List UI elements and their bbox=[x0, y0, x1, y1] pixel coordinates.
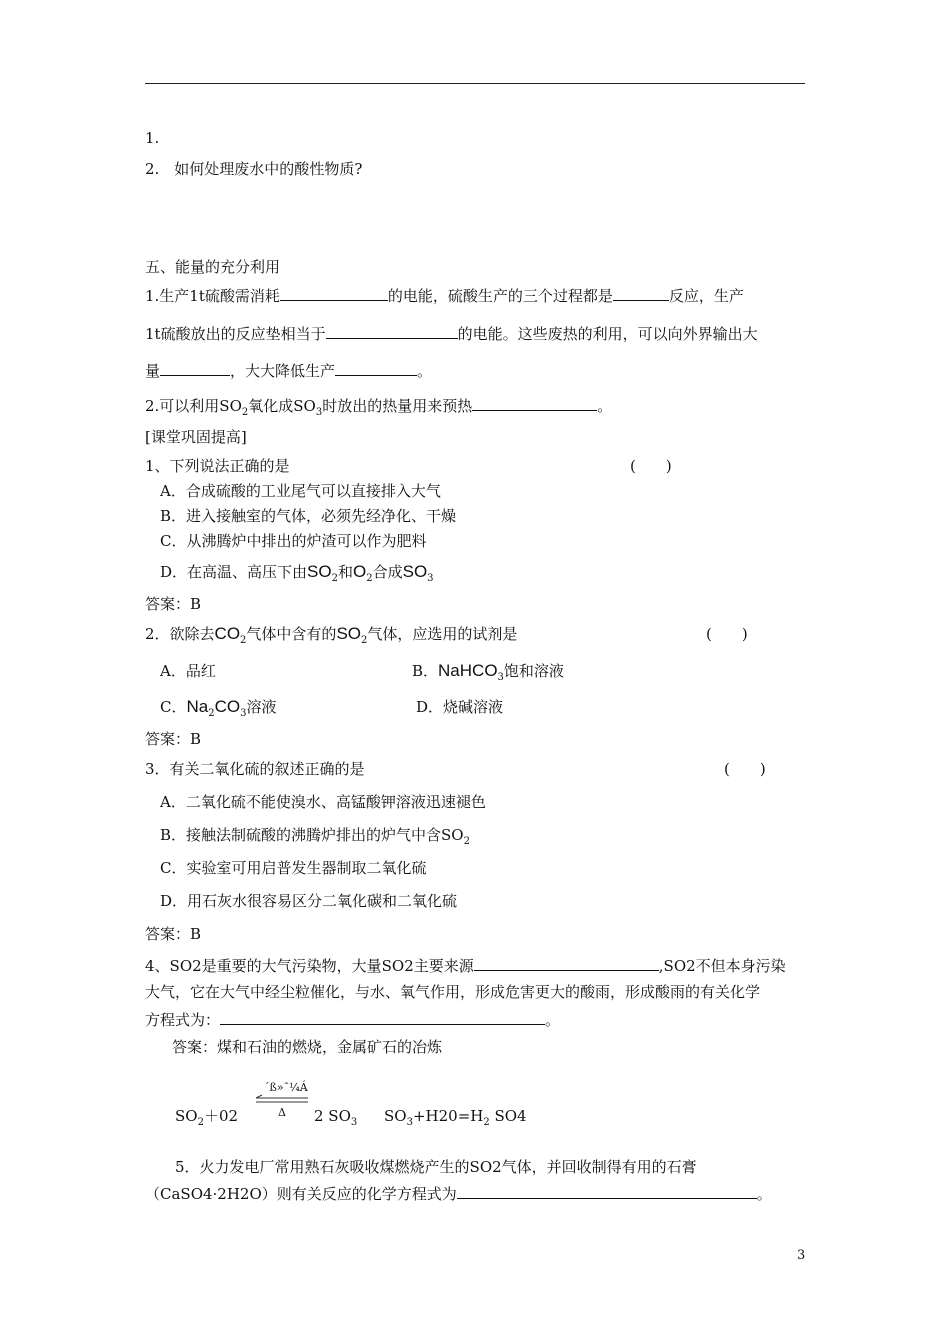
blank-field[interactable] bbox=[220, 1009, 545, 1025]
q3-answer: 答案：B bbox=[145, 925, 202, 943]
q2-stem: 2．欲除去$CO_2$气体中含有的$SO_2$气体，应选用的试剂是 bbox=[145, 624, 518, 646]
q3-option-b: B．接触法制硫酸的沸腾炉排出的炉气中含$SO_2$ bbox=[160, 826, 470, 847]
q2-option-b: B．NaHCO$_3$饱和溶液 bbox=[412, 661, 564, 683]
consolidate-heading: [课堂巩固提高] bbox=[145, 428, 247, 446]
q1-option-c: C．从沸腾炉中排出的炉渣可以作为肥料 bbox=[160, 532, 427, 550]
q1-answer: 答案：B bbox=[145, 595, 202, 613]
q1-option-d: D．在高温、高压下由$SO_2$和$O_2$合成$SO_3$ bbox=[160, 562, 434, 584]
equation-right: $SO_3+H20=H_2$ SO4 bbox=[384, 1107, 527, 1128]
blank-field[interactable] bbox=[335, 360, 417, 376]
blank-field[interactable] bbox=[326, 323, 458, 339]
q1-stem: 1、下列说法正确的是 bbox=[145, 457, 290, 475]
q2-option-d: D．烧碱溶液 bbox=[416, 698, 504, 716]
q2-option-a: A．品红 bbox=[160, 662, 216, 680]
blank-field[interactable] bbox=[474, 955, 659, 971]
header-rule bbox=[145, 83, 805, 84]
q3-option-a: A．二氧化硫不能使溴水、高锰酸钾溶液迅速褪色 bbox=[160, 793, 486, 811]
catalyst-label: ´ß»¯¼Á bbox=[264, 1081, 308, 1094]
equation-product: 2 $SO_3$ bbox=[314, 1107, 358, 1128]
q4-line2: 大气，它在大气中经尘粒催化，与水、氧气作用，形成危害更大的酸雨，形成酸雨的有关化学 bbox=[145, 983, 761, 1001]
blank-field[interactable] bbox=[613, 285, 669, 301]
q4-line1: 4、SO2是重要的大气污染物，大量SO2主要来源 ,SO2不但本身污染 bbox=[145, 957, 786, 975]
page-number: 3 bbox=[797, 1248, 806, 1263]
q3-option-c: C．实验室可用启普发生器制取二氧化硫 bbox=[160, 859, 427, 877]
q4-line3: 方程式为： 。 bbox=[145, 1011, 561, 1029]
section-title: 五、能量的充分利用 bbox=[145, 258, 281, 276]
q4-answer: 答案：煤和石油的燃烧，金属矿石的冶炼 bbox=[172, 1038, 443, 1056]
q3-answer-paren[interactable]: ( ) bbox=[724, 760, 766, 778]
q1-option-b: B．进入接触室的气体，必须先经净化、干燥 bbox=[160, 507, 457, 525]
q3-option-d: D．用石灰水很容易区分二氧化碳和二氧化硫 bbox=[160, 892, 458, 910]
q2-answer-paren[interactable]: ( ) bbox=[706, 625, 748, 643]
reversible-arrow bbox=[252, 1080, 312, 1120]
q2-option-c: C．$Na_2CO_3$溶液 bbox=[160, 697, 277, 719]
q2-answer: 答案：B bbox=[145, 730, 202, 748]
blank-field[interactable] bbox=[457, 1183, 757, 1199]
blank-field[interactable] bbox=[160, 360, 230, 376]
q5-line2: （CaSO4·2H2O）则有关反应的化学方程式为 。 bbox=[145, 1185, 772, 1203]
question-1-number: 1. bbox=[145, 129, 160, 147]
q1-answer-paren[interactable]: ( ) bbox=[630, 457, 672, 475]
section5-line1: 1.生产1t硫酸需消耗 的电能，硫酸生产的三个过程都是 反应，生产 bbox=[145, 287, 744, 305]
q5-line1: 5．火力发电厂常用熟石灰吸收煤燃烧产生的SO2气体，并回收制得有用的石膏 bbox=[175, 1158, 697, 1176]
section5-line2: 1t硫酸放出的反应垫相当于 的电能。这些废热的利用，可以向外界输出大 bbox=[145, 325, 758, 343]
blank-field[interactable] bbox=[472, 395, 597, 411]
question-2-text: 2. 如何处理废水中的酸性物质? bbox=[145, 160, 363, 178]
equation-left: $SO_2+02$ bbox=[175, 1107, 239, 1128]
section5-line4: 2.可以利用$SO_2$氧化成$SO_3$时放出的热量用来预热 。 bbox=[145, 397, 613, 418]
section5-line3: 量 ，大大降低生产 。 bbox=[145, 362, 433, 380]
blank-field[interactable] bbox=[280, 285, 388, 301]
q1-option-a: A．合成硫酸的工业尾气可以直接排入大气 bbox=[160, 482, 441, 500]
q3-stem: 3．有关二氧化硫的叙述正确的是 bbox=[145, 760, 365, 778]
heat-label: Δ bbox=[278, 1106, 286, 1119]
